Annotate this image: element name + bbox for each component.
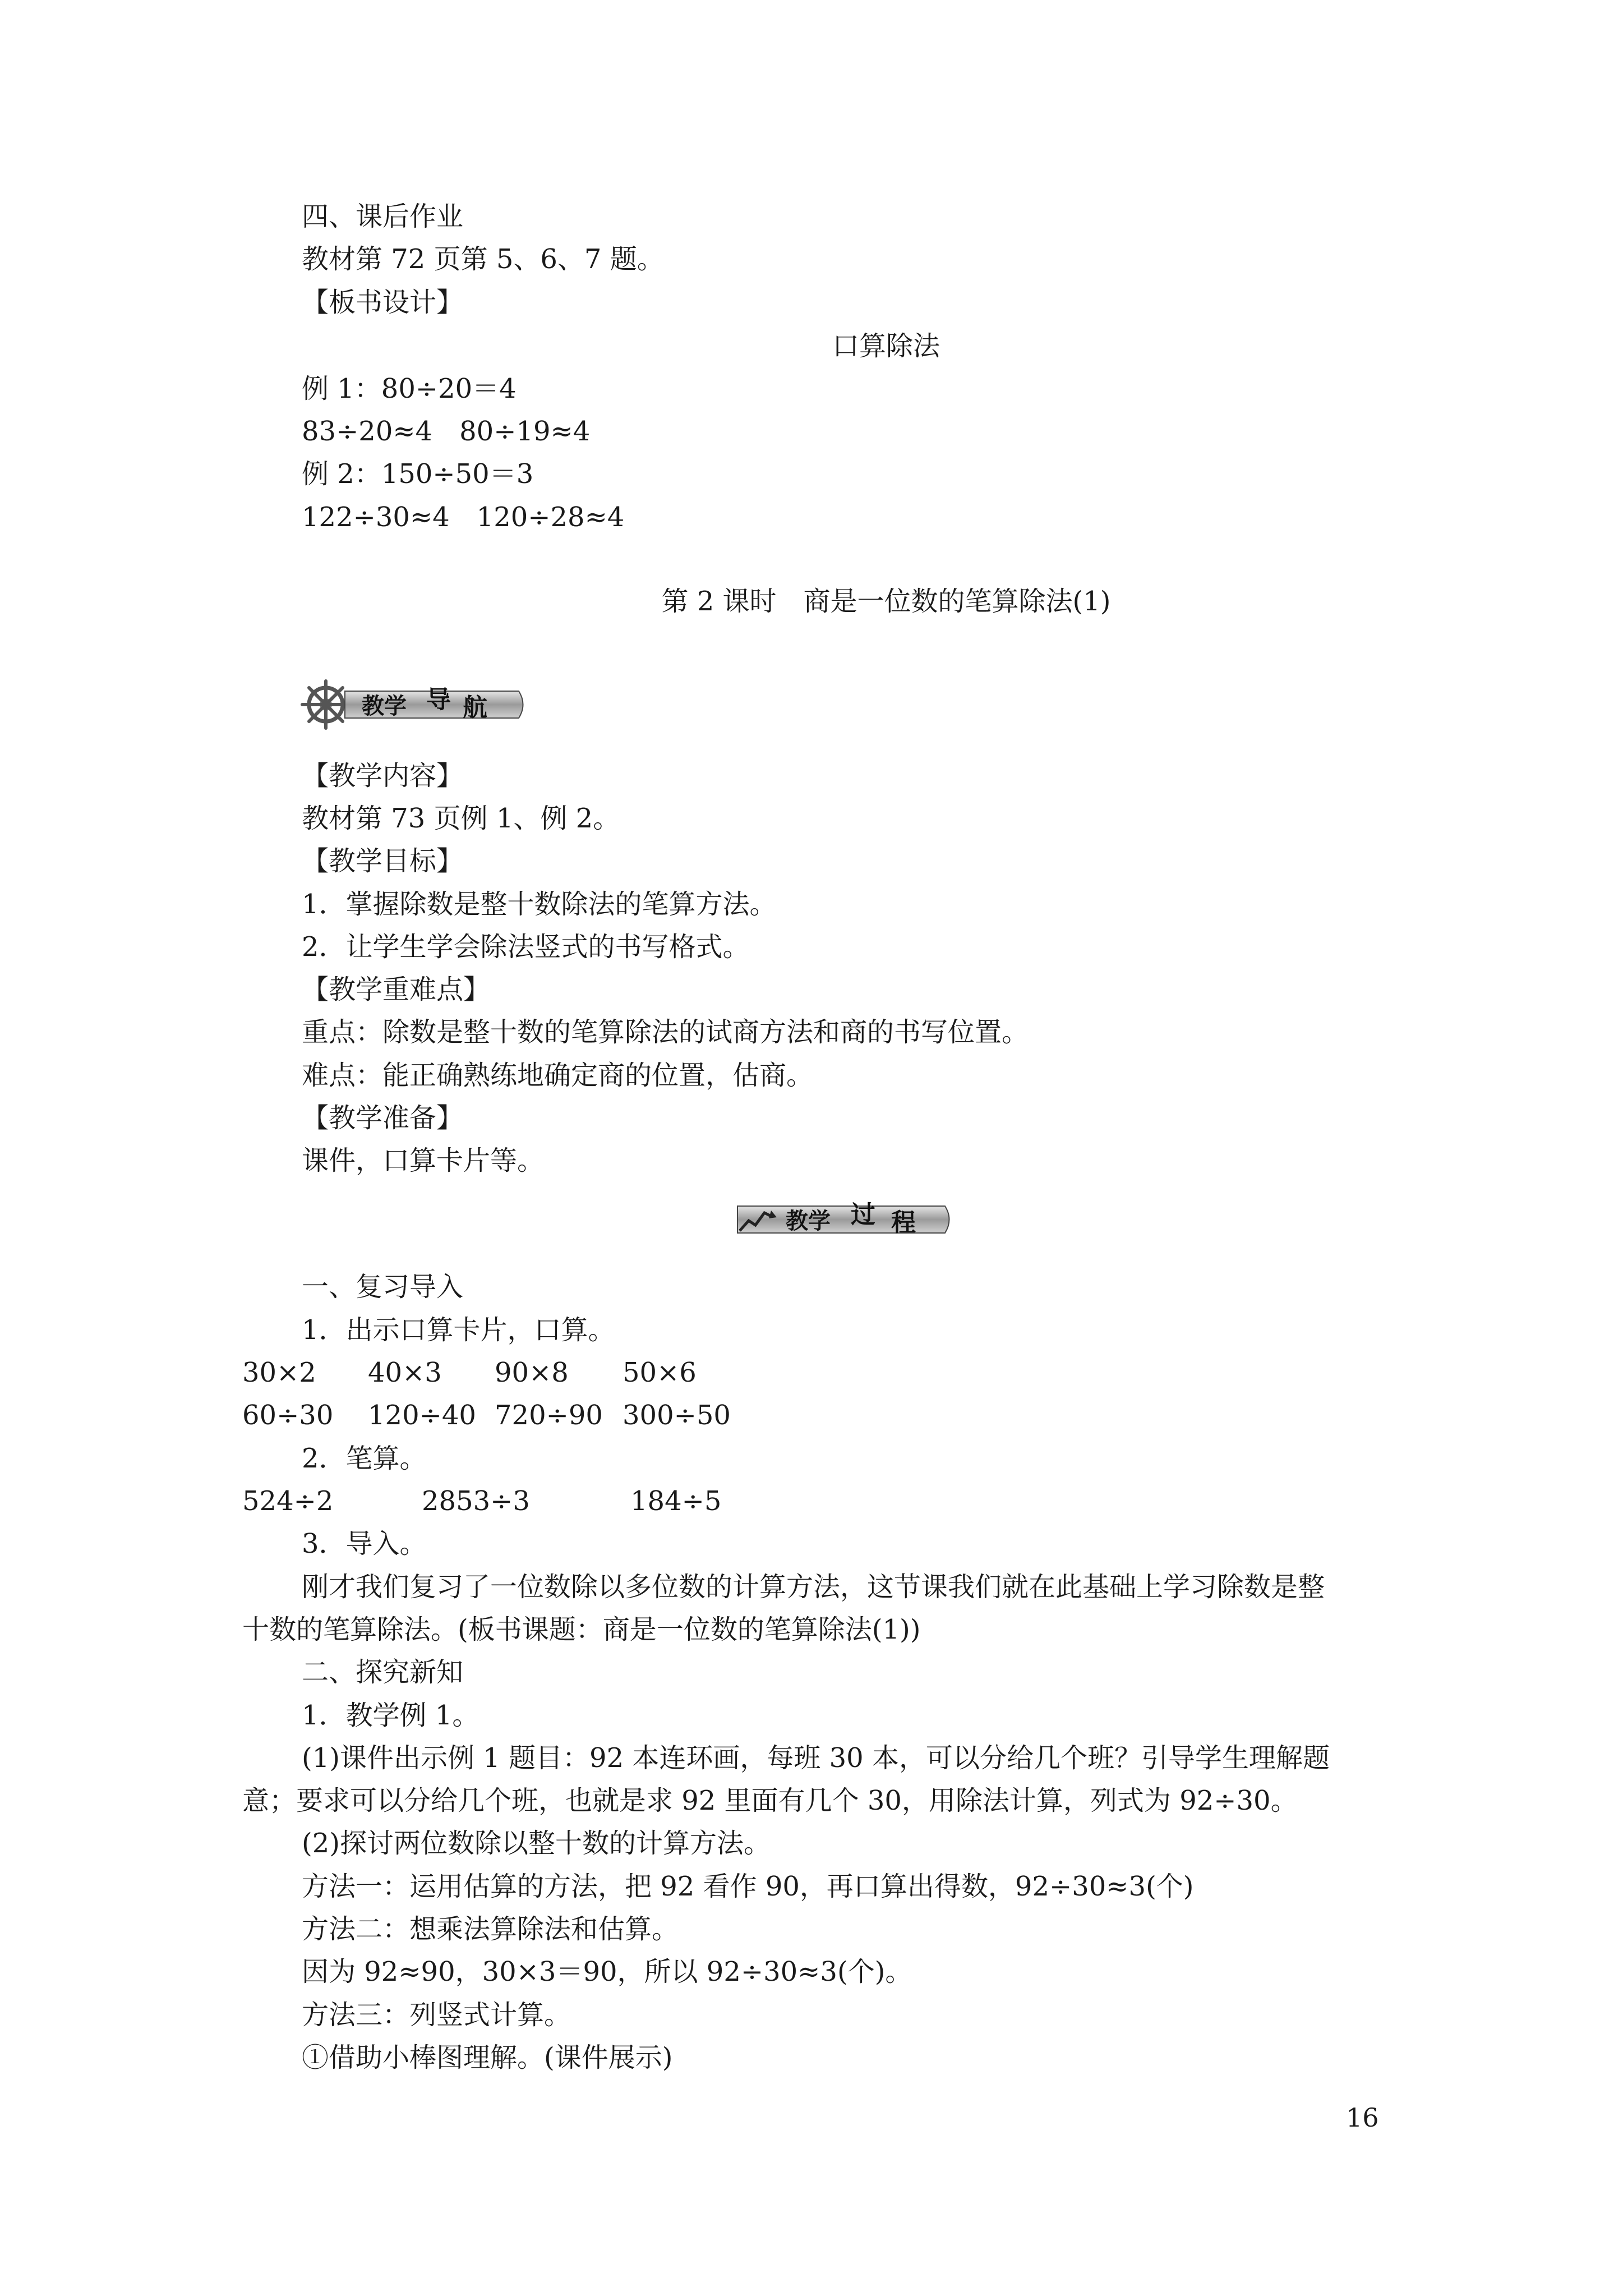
- step: 1．出示口算卡片，口算。: [302, 1314, 615, 1346]
- written-item: 524÷2: [242, 1485, 334, 1517]
- section-heading: 二、探究新知: [302, 1657, 464, 1688]
- paragraph: 方法三：列竖式计算。: [302, 1999, 571, 2031]
- oral-item: 300÷50: [623, 1400, 731, 1431]
- ship-wheel-icon: [302, 681, 349, 728]
- paragraph: 方法二：想乘法算除法和估算。: [302, 1913, 679, 1945]
- paragraph: 教材第 73 页例 1、例 2。: [302, 803, 620, 834]
- oral-item: 40×3: [368, 1357, 442, 1388]
- paragraph: 难点：能正确熟练地确定商的位置，估商。: [302, 1060, 814, 1091]
- oral-item: 30×2: [242, 1357, 316, 1388]
- oral-item: 90×8: [495, 1357, 569, 1388]
- paragraph: (1)课件出示例 1 题目：92 本连环画，每班 30 本，可以分给几个班？引导学生理解题: [302, 1742, 1330, 1774]
- lesson-title: 第 2 课时 商是一位数的笔算除法(1): [661, 586, 1111, 617]
- section-label: 【教学目标】: [302, 845, 464, 877]
- paragraph: ①借助小棒图理解。(课件展示): [302, 2042, 673, 2073]
- oral-calc-row: [242, 1398, 731, 1432]
- teaching-guide-banner: [300, 679, 530, 730]
- paragraph: 刚才我们复习了一位数除以多位数的计算方法，这节课我们就在此基础上学习除数是整: [302, 1571, 1325, 1603]
- board-line: 83÷20≈4 80÷19≈4: [302, 416, 591, 447]
- written-item: 184÷5: [630, 1485, 722, 1517]
- banner-text: 程: [891, 1208, 916, 1237]
- paragraph: 方法一：运用估算的方法，把 92 看作 90，再口算出得数，92÷30≈3(个): [302, 1871, 1194, 1902]
- board-line: 例 1：80÷20＝4: [302, 373, 517, 404]
- section-label: 【教学内容】: [302, 760, 464, 792]
- step: 2．笔算。: [302, 1443, 427, 1474]
- banner-text: 教学: [786, 1208, 831, 1234]
- paragraph: 十数的笔算除法。(板书课题：商是一位数的笔算除法(1)): [242, 1614, 921, 1645]
- homework-text: 教材第 72 页第 5、6、7 题。: [302, 243, 664, 275]
- goal-item: 1．掌握除数是整十数除法的笔算方法。: [302, 889, 777, 920]
- step: 1．教学例 1。: [302, 1700, 479, 1731]
- step: 3．导入。: [302, 1528, 427, 1559]
- paragraph: 课件，口算卡片等。: [302, 1145, 545, 1176]
- written-calc-row: [242, 1484, 721, 1518]
- oral-item: 120÷40: [368, 1400, 476, 1431]
- banner-text: 教学: [362, 693, 407, 719]
- section-heading: 一、复习导入: [302, 1271, 464, 1303]
- oral-calc-row: [242, 1356, 697, 1389]
- goal-item: 2．让学生学会除法竖式的书写格式。: [302, 931, 750, 963]
- banner-text: 航: [463, 693, 487, 722]
- oral-item: 50×6: [623, 1357, 697, 1388]
- paragraph: 因为 92≈90，30×3＝90，所以 92÷30≈3(个)。: [302, 1956, 912, 1987]
- written-item: 2853÷3: [422, 1485, 530, 1517]
- oral-item: 60÷30: [242, 1400, 334, 1431]
- oral-item: 720÷90: [495, 1400, 603, 1431]
- paragraph: (2)探讨两位数除以整十数的计算方法。: [302, 1828, 771, 1859]
- board-title: 口算除法: [832, 330, 940, 362]
- paragraph: 意；要求可以分给几个班，也就是求 92 里面有几个 30，用除法计算，列式为 92÷30。: [242, 1785, 1298, 1816]
- page-number: 16: [1346, 2102, 1379, 2133]
- banner-text: 导: [426, 685, 451, 714]
- teaching-process-banner: [732, 1194, 956, 1245]
- paragraph: 重点：除数是整十数的笔算除法的试商方法和商的书写位置。: [302, 1016, 1029, 1048]
- banner-text: 过: [851, 1200, 875, 1229]
- section-label: 【教学准备】: [302, 1102, 464, 1134]
- board-design-label: 【板书设计】: [302, 287, 464, 318]
- board-line: 例 2：150÷50＝3: [302, 458, 534, 490]
- board-line: 122÷30≈4 120÷28≈4: [302, 501, 625, 533]
- section-label: 【教学重难点】: [302, 974, 491, 1005]
- homework-heading: 四、课后作业: [302, 201, 464, 232]
